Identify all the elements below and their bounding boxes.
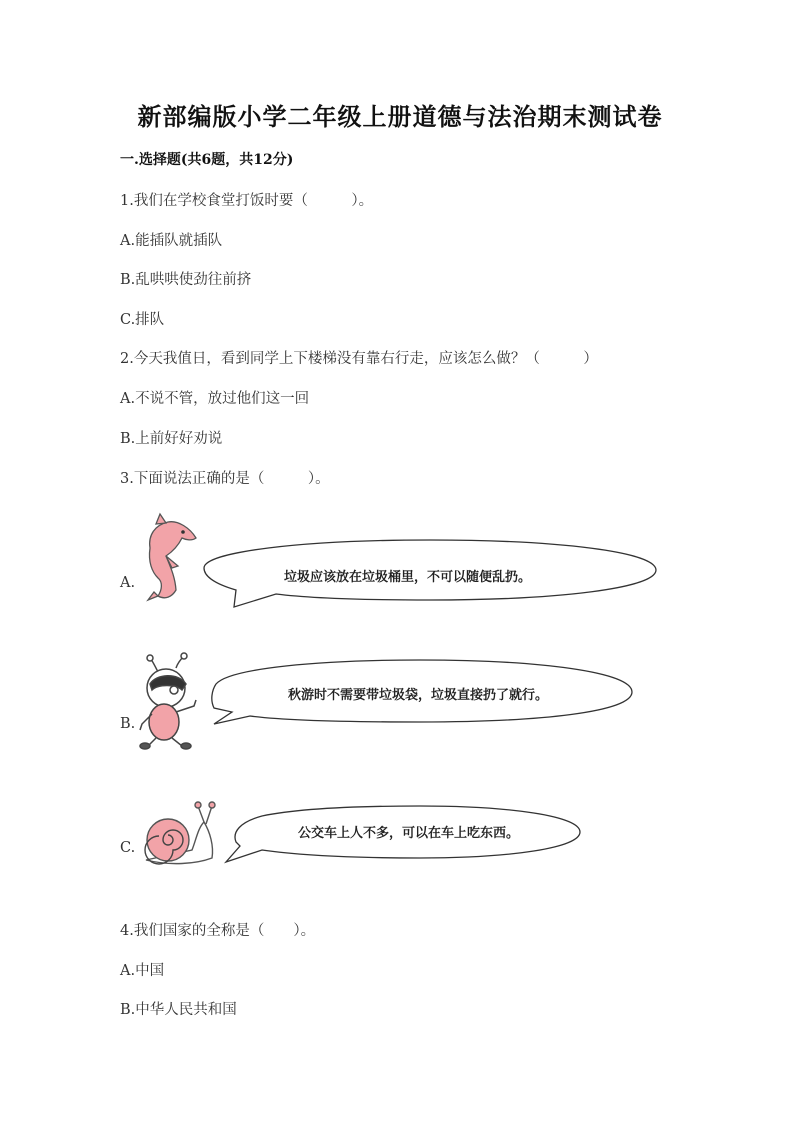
question-3-option-a-label: A. [120, 575, 136, 591]
question-3-stem: 3.下面说法正确的是（ ）。 [120, 471, 330, 487]
question-2-option-b: B.上前好好劝说 [120, 431, 223, 447]
question-3-option-b-label: B. [120, 716, 136, 732]
question-1-option-a: A.能插队就插队 [120, 233, 223, 249]
question-4-option-a: A.中国 [120, 963, 165, 979]
speech-text-a: 垃圾应该放在垃圾桶里，不可以随便乱扔。 [284, 570, 532, 585]
question-4-option-b: B.中华人民共和国 [120, 1002, 237, 1018]
speech-text-b: 秋游时不需要带垃圾袋，垃圾直接扔了就行。 [288, 688, 549, 703]
page-title: 新部编版小学二年级上册道德与法治期末测试卷 [137, 102, 663, 131]
question-1-option-b: B.乱哄哄使劲往前挤 [120, 272, 252, 288]
speech-text-c: 公交车上人不多，可以在车上吃东西。 [298, 826, 520, 841]
section-heading: 一.选择题(共6题，共12分) [120, 152, 294, 168]
question-1-stem: 1.我们在学校食堂打饭时要（ ）。 [120, 193, 374, 209]
snail-icon [145, 802, 215, 864]
question-4-stem: 4.我们国家的全称是（ ）。 [120, 923, 316, 939]
question-2-stem: 2.今天我值日，看到同学上下楼梯没有靠右行走，应该怎么做？（ ） [120, 351, 598, 367]
question-3-option-c-label: C. [120, 840, 136, 856]
question-1-option-c: C.排队 [120, 312, 165, 328]
question-2-option-a: A.不说不管，放过他们这一回 [120, 391, 310, 407]
